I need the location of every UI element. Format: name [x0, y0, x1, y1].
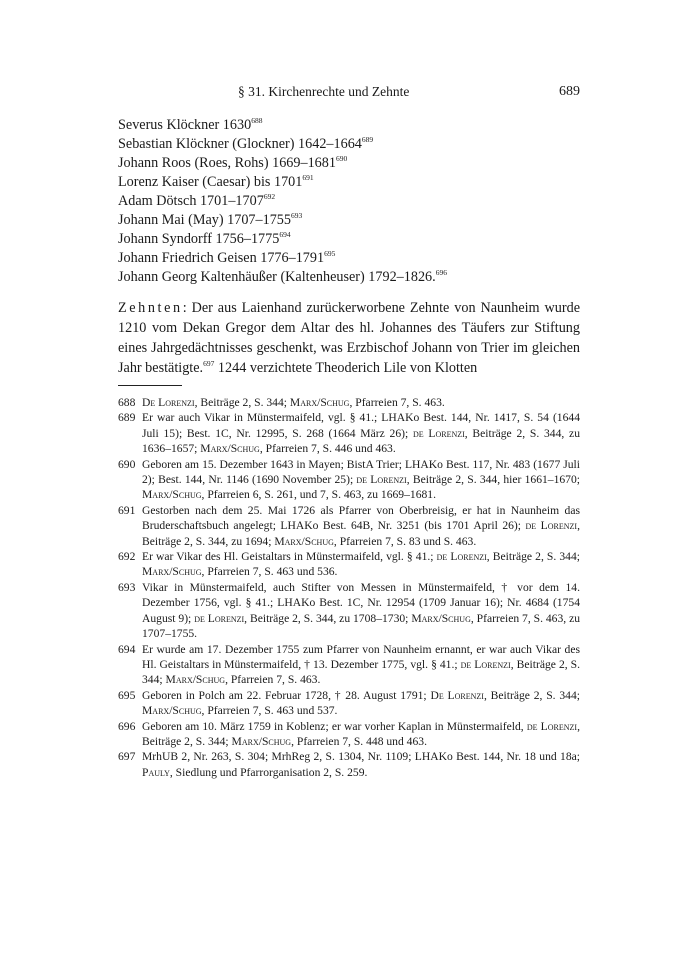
footnote-author: Marx/Schug	[289, 396, 350, 409]
footnote-number: 692	[118, 550, 136, 564]
footnote-text: , Pfarreien 7, S. 463 und 537.	[201, 704, 338, 718]
list-item-text: Adam Dötsch 1701–1707	[118, 193, 264, 209]
footnote-text: , Beiträge 2, S. 344;	[142, 657, 581, 687]
list-item	[118, 230, 588, 249]
footnote-author: de Lorenzi	[194, 611, 245, 625]
footnote-ref: 688	[251, 116, 263, 125]
footnote-text: Geboren am 15. Dezember 1643 in Mayen; BistA Trier; LHAKo Best. 117, Nr. 483 (1677 Juli 2); Best. 144, Nr. 1146 (1690 November 25);	[142, 457, 580, 487]
footnote	[118, 580, 580, 642]
footnote-text: Geboren in Polch am 22. Februar 1728, † 28. August 1791;	[142, 688, 431, 702]
footnote-text: , Pfarreien 7, S. 83 und S. 463.	[333, 534, 477, 548]
footnote-author: Marx/Schug	[165, 673, 226, 687]
footnote-text: , Beiträge 2, S. 344, zu 1694;	[142, 519, 580, 548]
footnote	[118, 688, 580, 719]
pastor-list	[118, 116, 588, 287]
footnote-text: , Siedlung und Pfarrorganisation 2, S. 259.	[169, 765, 368, 779]
footnote-author: De Lorenzi	[430, 688, 484, 702]
footnote-text: , Beiträge 2, S. 344;	[483, 688, 580, 702]
footnote-ref: 693	[291, 211, 303, 220]
running-title: § 31. Kirchenrechte und Zehnte	[238, 84, 410, 99]
footnote-ref: 695	[324, 249, 336, 258]
list-item	[118, 173, 588, 192]
footnote-separator	[118, 385, 182, 386]
footnote-author: de Lorenzi	[356, 473, 407, 487]
footnote-ref: 696	[435, 268, 447, 277]
footnote-text: , Beiträge 2, S. 344, hier 1661–1670;	[406, 473, 580, 487]
footnote-ref: 692	[263, 192, 276, 201]
footnote	[118, 410, 580, 456]
footnote-ref: 697	[203, 359, 215, 368]
footnote-number: 697	[118, 750, 136, 764]
list-item	[118, 211, 588, 230]
footnote-text: , Beiträge 2, S. 344, zu 1636–1657;	[142, 426, 580, 456]
footnote-text: , Pfarreien 6, S. 261, und 7, S. 463, zu 1669–1681.	[201, 488, 436, 502]
list-item-text: Johann Roos (Roes, Rohs) 1669–1681	[118, 155, 336, 171]
footnote-author: De Lorenzi	[142, 396, 195, 409]
list-item	[118, 135, 588, 154]
footnotes	[118, 395, 580, 780]
footnote	[118, 395, 580, 410]
footnote-number: 689	[118, 411, 136, 425]
list-item	[118, 154, 588, 173]
footnote	[118, 749, 580, 780]
footnote	[118, 642, 580, 688]
footnote-author: Marx/Schug	[142, 704, 202, 718]
running-header	[118, 83, 580, 101]
footnote-text: Gestorben nach dem 25. Mai 1726 als Pfarrer von Oberbreisig, er hat in Naunheim das Bruderschaftsbuch angelegt; LHAKo Best. 64B, Nr. 3251 (bis 1701 April 26);	[142, 503, 580, 533]
footnote-text: MrhUB 2, Nr. 263, S. 304; MrhReg 2, S. 1304, Nr. 1109; LHAKo Best. 144, Nr. 18 und 18a;	[142, 750, 580, 764]
footnote-text: Vikar in Münstermaifeld, auch Stifter von Messen in Münstermaifeld, † vor dem 14. Dezember 1756, vgl. § 41.; LHAKo Best. 1C, Nr. 12954 (1709 Januar 16); Nr. 4684 (1754 August 9);	[142, 580, 580, 625]
footnote-author: de Lorenzi	[525, 519, 578, 533]
paragraph-lead-word: Zehnten	[118, 300, 183, 316]
footnote-text: , Pfarreien 7, S. 463.	[225, 673, 321, 687]
footnote-number: 696	[118, 719, 136, 733]
footnote	[118, 719, 580, 750]
list-item	[118, 192, 588, 211]
footnote-number: 690	[118, 457, 136, 471]
footnote-author: Marx/Schug	[200, 442, 260, 456]
footnote-author: de Lorenzi	[412, 426, 465, 440]
footnote-author: Pauly	[142, 765, 170, 779]
list-item-text: Johann Syndorff 1756–1775	[118, 231, 280, 247]
footnote-author: de Lorenzi	[436, 550, 487, 564]
footnote-number: 694	[118, 642, 136, 656]
list-item-text: Lorenz Kaiser (Caesar) bis 1701	[118, 174, 303, 190]
footnote-text: , Pfarreien 7, S. 448 und 463.	[291, 734, 427, 748]
list-item-text: Johann Mai (May) 1707–1755	[118, 212, 291, 228]
footnote	[118, 549, 580, 580]
footnote-author: Marx/Schug	[411, 611, 471, 625]
list-item-text: Sebastian Klöckner (Glockner) 1642–1664	[118, 136, 362, 152]
footnote-ref: 691	[302, 173, 314, 182]
footnote-text: , Pfarreien 7, S. 463, zu 1707–1755.	[142, 611, 581, 641]
list-item-text: Severus Klöckner 1630	[118, 117, 252, 133]
footnote	[118, 457, 580, 503]
footnote-number: 693	[118, 580, 136, 594]
footnote-text: , Beiträge 2, S. 344;	[486, 550, 580, 564]
footnote-text: , Pfarreien 7, S. 446 und 463.	[259, 442, 396, 456]
footnote-text: Er wurde am 17. Dezember 1755 zum Pfarrer von Naunheim ernannt, er war auch Vikar des Hl. Geistaltars in Münstermaifeld, † 13. Dezember 1775, vgl. § 41.;	[142, 642, 580, 671]
footnote-text: Geboren am 10. März 1759 in Koblenz; er war vorher Kaplan in Münstermaifeld,	[142, 719, 527, 733]
footnote-text: Er war auch Vikar in Münstermaifeld, vgl. § 41.; LHAKo Best. 144, Nr. 1417, S. 54 (1644 Juli 15); Best. 1C, Nr. 12995, S. 268 (1664 März 26);	[142, 411, 580, 440]
footnote-ref: 694	[279, 230, 291, 239]
footnote-number: 688	[118, 396, 136, 409]
paragraph-text-continued: 1244 verzichtete Theoderich Lile von Klotten	[214, 360, 478, 376]
footnote-author: Marx/Schug	[142, 565, 202, 579]
list-item-text: Johann Georg Kaltenhäußer (Kaltenheuser) 1792–1826.	[118, 269, 436, 285]
footnote-text: , Beiträge 2, S. 344;	[142, 719, 580, 748]
list-item-text: Johann Friedrich Geisen 1776–1791	[118, 250, 325, 266]
footnote-text: , Pfarreien 7, S. 463.	[349, 396, 445, 409]
list-item	[118, 116, 588, 135]
footnote	[118, 503, 580, 549]
footnote-ref: 689	[361, 135, 374, 144]
footnote-ref: 690	[335, 154, 348, 163]
footnote-author: de Lorenzi	[526, 719, 578, 733]
footnote-text: , Pfarreien 7, S. 463 und 536.	[201, 565, 338, 579]
page-number: 689	[559, 84, 580, 99]
footnote-text: , Beiträge 2, S. 344, zu 1708–1730;	[244, 611, 412, 625]
footnote-text: Er war Vikar des Hl. Geistaltars in Münstermaifeld, vgl. § 41.;	[142, 550, 437, 564]
footnote-number: 691	[118, 503, 136, 517]
footnote-number: 695	[118, 688, 136, 702]
footnote-text: , Beiträge 2, S. 344;	[194, 396, 290, 409]
list-item	[118, 268, 588, 287]
footnote-author: Marx/Schug	[142, 488, 202, 502]
paragraph-text: : Der aus Laienhand zurückerworbene Zehnte von Naunheim wurde 1210 vom Dekan Gregor dem Altar des hl. Johannes des Täufers zur Stiftung eines Jahrgedächtnisses geschenkt, was Erzbischof Johann von Trier im gleichen Jahr bestätigte.	[118, 300, 580, 376]
body-paragraph	[118, 298, 580, 378]
list-item	[118, 249, 588, 268]
footnote-author: de Lorenzi	[460, 657, 511, 671]
footnote-author: Marx/Schug	[231, 734, 292, 748]
footnote-author: Marx/Schug	[274, 534, 334, 548]
